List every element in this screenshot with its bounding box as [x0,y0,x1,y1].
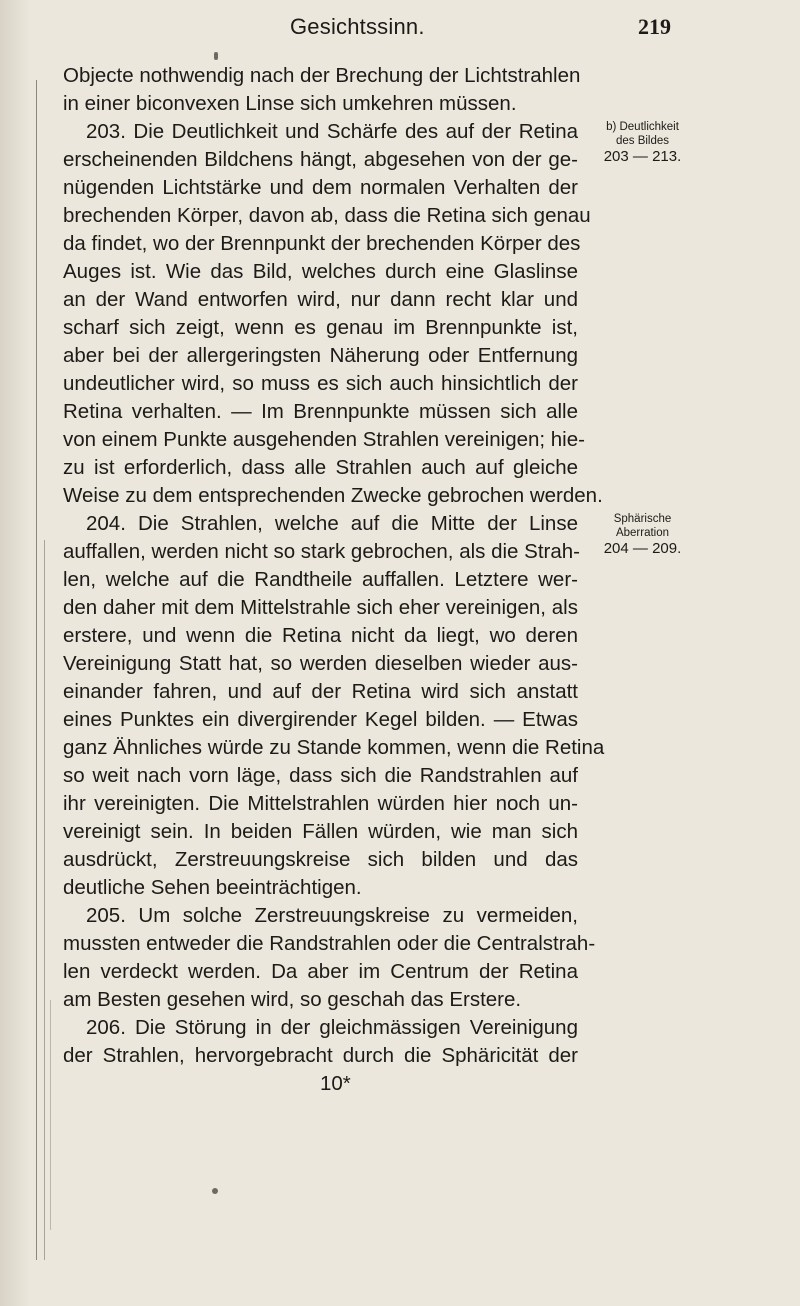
marginal-note-label: b) Deutlichkeit [606,121,679,133]
text-line: aber bei der allergeringsten Näherung oder Entfernung [63,344,578,367]
text-line: ausdrückt, Zerstreuungskreise sich bilden und das [63,848,578,871]
text-line: 206. Die Störung in der gleichmässigen Vereinigung [86,1016,578,1039]
text-line: erstere, und wenn die Retina nicht da liegt, wo deren [63,624,578,647]
text-line: deutliche Sehen beeinträchtigen. [63,876,362,899]
page-header [0,14,800,44]
signature-mark: 10* [320,1072,351,1095]
page-gutter-shadow [0,0,30,1306]
text-line: len verdeckt werden. Da aber im Centrum der Retina [63,960,578,983]
text-line: len, welche auf die Randtheile auffallen. Letztere wer- [63,568,578,591]
text-line: einander fahren, und auf der Retina wird sich anstatt [63,680,578,703]
text-line: den daher mit dem Mittelstrahle sich eher vereinigen, als [63,596,578,619]
page-edge-line [36,80,37,1260]
text-line: am Besten gesehen wird, so geschah das Erstere. [63,988,522,1011]
text-line: Weise zu dem entsprechenden Zwecke gebrochen werden. [63,484,603,507]
text-line: mussten entweder die Randstrahlen oder die Centralstrah- [63,932,596,955]
text-line: an der Wand entworfen wird, nur dann recht klar und [63,288,578,311]
text-line: nügenden Lichtstärke und dem normalen Verhalten der [63,176,578,199]
text-line: 205. Um solche Zerstreuungskreise zu vermeiden, [86,904,578,927]
text-line: erscheinenden Bildchens hängt, abgesehen von der ge- [63,148,578,171]
text-line: ganz Ähnliches würde zu Stande kommen, wenn die Retina [63,736,605,759]
page-edge-line [50,1000,51,1230]
text-line: undeutlicher wird, so muss es sich auch hinsichtlich der [63,372,578,395]
page-edge-line [44,540,45,1260]
text-line: scharf sich zeigt, wenn es genau im Brennpunkte ist, [63,316,578,339]
text-line: zu ist erforderlich, dass alle Strahlen auch auf gleiche [63,456,578,479]
marginal-note-range: 203 — 213. [603,148,682,165]
marginal-note-deutlichkeit [585,120,700,165]
text-line: Auges ist. Wie das Bild, welches durch eine Glaslinse [63,260,578,283]
ink-speck [212,1188,218,1194]
text-line: so weit nach vorn läge, dass sich die Randstrahlen auf [63,764,578,787]
text-line: Objecte nothwendig nach der Brechung der Lichtstrahlen [63,64,581,87]
marginal-note-range: 204 — 209. [603,540,682,557]
page-number: 219 [638,14,671,39]
text-line: vereinigt sein. In beiden Fällen würden, wie man sich [63,820,578,843]
text-line: der Strahlen, hervorgebracht durch die Sphäricität der [63,1044,578,1067]
running-title: Gesichtssinn. [290,14,425,39]
text-line: 203. Die Deutlichkeit und Schärfe des auf der Retina [86,120,578,143]
text-line: in einer biconvexen Linse sich umkehren müssen. [63,92,517,115]
ink-speck [214,52,218,60]
text-line: von einem Punkte ausgehenden Strahlen vereinigen; hie- [63,428,585,451]
text-line: auffallen, werden nicht so stark gebrochen, als die Strah- [63,540,580,563]
text-line: brechenden Körper, davon ab, dass die Retina sich genau [63,204,591,227]
text-line: eines Punktes ein divergirender Kegel bilden. — Etwas [63,708,578,731]
text-line: da findet, wo der Brennpunkt der brechenden Körper des [63,232,581,255]
text-line: Retina verhalten. — Im Brennpunkte müssen sich alle [63,400,578,423]
marginal-note-sub: des Bildes [615,135,670,147]
text-line: ihr vereinigten. Die Mittelstrahlen würden hier noch un- [63,792,578,815]
marginal-note-label: Sphärische [613,513,672,525]
marginal-note-aberration [585,512,700,557]
text-line: Vereinigung Statt hat, so werden dieselben wieder aus- [63,652,578,675]
text-line: 204. Die Strahlen, welche auf die Mitte der Linse [86,512,578,535]
marginal-note-sub: Aberration [615,527,670,539]
